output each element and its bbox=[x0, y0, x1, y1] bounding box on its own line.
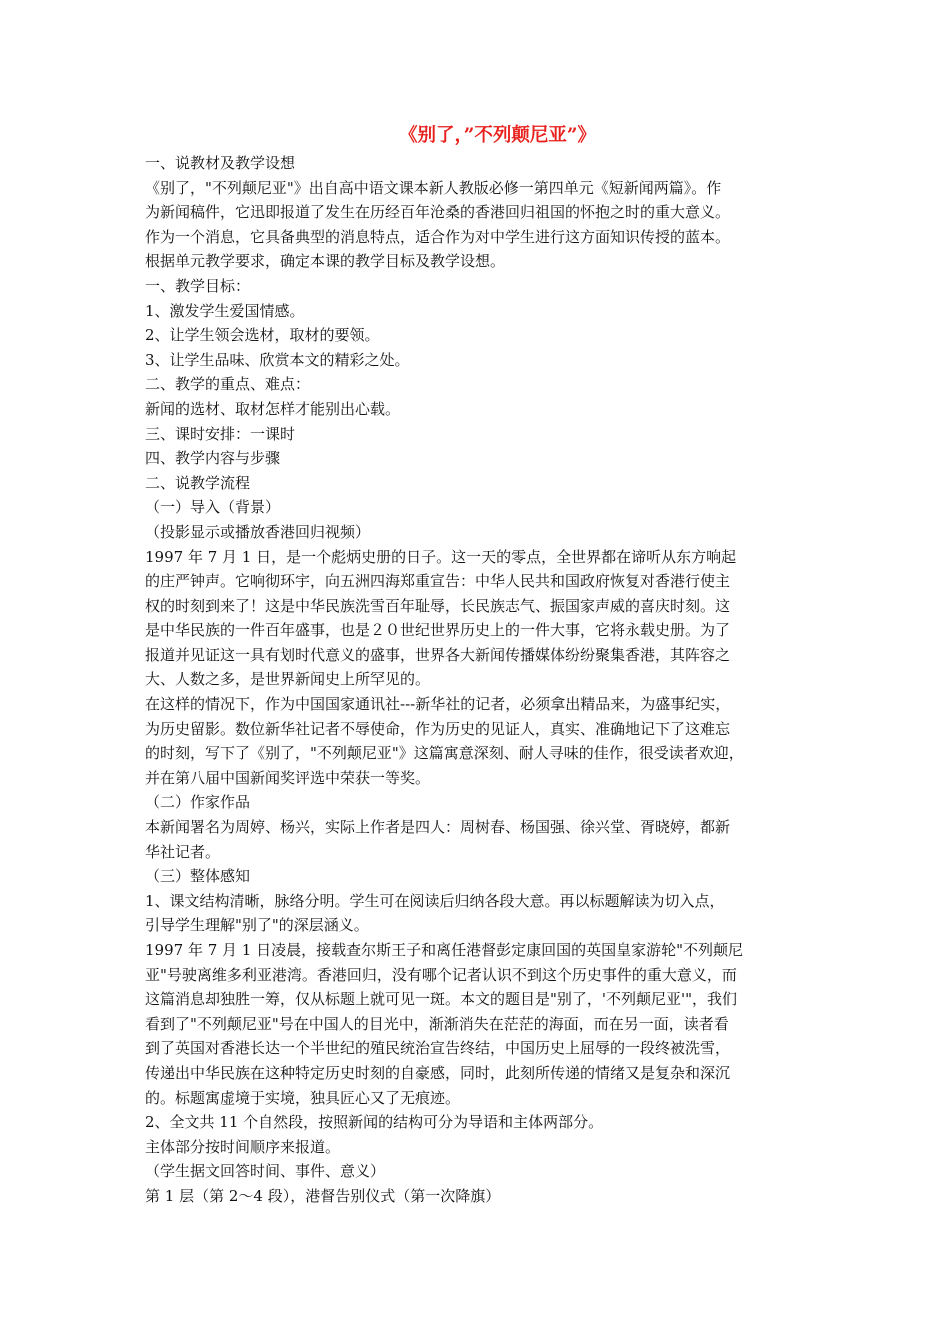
text-line: 看到了"不列颠尼亚"号在中国人的目光中，渐渐消失在茫茫的海面，而在另一面，读者看 bbox=[145, 1014, 729, 1033]
text-line: 一、教学目标： bbox=[145, 276, 251, 295]
text-line: 二、说教学流程 bbox=[145, 473, 251, 492]
text-line: 这篇消息却独胜一筹，仅从标题上就可见一斑。本文的题目是"别了，'不列颠尼亚'"，我们 bbox=[145, 990, 738, 1009]
text-line: 为新闻稿件，它迅即报道了发生在历经百年沧桑的香港回归祖国的怀抱之时的重大意义。 bbox=[145, 203, 731, 222]
text-line: 华社记者。 bbox=[145, 842, 221, 861]
text-line: 并在第八届中国新闻奖评选中荣获一等奖。 bbox=[145, 768, 431, 787]
text-line: 1997 年 7 月 1 日，是一个彪炳史册的日子。这一天的零点，全世界都在谛听从东方响起 bbox=[145, 547, 737, 566]
text-line: 根据单元教学要求，确定本课的教学目标及教学设想。 bbox=[145, 252, 506, 271]
text-line: 三、课时安排：一课时 bbox=[145, 424, 296, 443]
text-line: 为历史留影。数位新华社记者不辱使命，作为历史的见证人，真实、准确地记下了这难忘 bbox=[145, 719, 731, 738]
text-line: 本新闻署名为周婷、杨兴，实际上作者是四人：周树春、杨国强、徐兴堂、胥晓婷，都新 bbox=[145, 818, 731, 837]
text-line: （一）导入（背景） bbox=[145, 498, 281, 517]
text-line: 的。标题寓虚境于实境，独具匠心又了无痕迹。 bbox=[145, 1088, 461, 1107]
text-line: （二）作家作品 bbox=[145, 793, 251, 812]
text-line: 3、让学生品味、欣赏本文的精彩之处。 bbox=[145, 350, 410, 369]
text-line: 在这样的情况下，作为中国国家通讯社---新华社的记者，必须拿出精品来，为盛事纪实， bbox=[145, 695, 731, 714]
text-line: 1、课文结构清晰，脉络分明。学生可在阅读后归纳各段大意。再以标题解读为切入点， bbox=[145, 891, 725, 910]
text-line: 二、教学的重点、难点： bbox=[145, 375, 311, 394]
text-line: 的时刻，写下了《别了，"不列颠尼亚"》这篇寓意深刻、耐人寻味的佳作，很受读者欢迎， bbox=[145, 744, 744, 763]
text-line: （投影显示或播放香港回归视频） bbox=[145, 522, 371, 541]
text-line: 1、激发学生爱国情感。 bbox=[145, 301, 305, 320]
text-line: 2、让学生领会选材，取材的要领。 bbox=[145, 326, 380, 345]
text-line: 《别了，"不列颠尼亚"》出自高中语文课本新人教版必修一第四单元《短新闻两篇》。作 bbox=[145, 178, 722, 197]
text-line: 亚"号驶离维多利亚港湾。香港回归，没有哪个记者认识不到这个历史事件的重大意义，而 bbox=[145, 965, 737, 984]
document-body bbox=[145, 151, 820, 1209]
text-line: 新闻的选材、取材怎样才能别出心载。 bbox=[145, 399, 401, 418]
document-page bbox=[145, 121, 820, 1209]
text-line: 报道并见证这一具有划时代意义的盛事，世界各大新闻传播媒体纷纷聚集香港，其阵容之 bbox=[145, 645, 731, 664]
text-line: 是中华民族的一件百年盛事，也是２０世纪世界历史上的一件大事，它将永载史册。为了 bbox=[145, 621, 731, 640]
text-line: 的庄严钟声。它响彻环宇，向五洲四海郑重宣告：中华人民共和国政府恢复对香港行使主 bbox=[145, 572, 731, 591]
text-line: 第 1 层（第 2～4 段），港督告别仪式（第一次降旗） bbox=[145, 1186, 501, 1205]
text-line: 到了英国对香港长达一个半世纪的殖民统治宣告终结，中国历史上屈辱的一段终被洗雪， bbox=[145, 1039, 731, 1058]
text-line: （学生据文回答时间、事件、意义） bbox=[145, 1162, 386, 1181]
text-line: 2、全文共 11 个自然段，按照新闻的结构可分为导语和主体两部分。 bbox=[145, 1113, 604, 1132]
text-line: 一、说教材及教学设想 bbox=[145, 154, 296, 172]
text-line: （三）整体感知 bbox=[145, 867, 251, 886]
text-line: 引导学生理解"别了"的深层涵义。 bbox=[145, 916, 369, 935]
text-line: 四、教学内容与步骤 bbox=[145, 449, 281, 468]
text-line: 作为一个消息，它具备典型的消息特点，适合作为对中学生进行这方面知识传授的蓝本。 bbox=[145, 227, 731, 246]
text-line: 大、人数之多，是世界新闻史上所罕见的。 bbox=[145, 670, 431, 689]
text-line: 传递出中华民族在这种特定历史时刻的自豪感，同时，此刻所传递的情绪又是复杂和深沉 bbox=[145, 1063, 731, 1082]
text-line: 权的时刻到来了！这是中华民族洗雪百年耻辱，长民族志气、振国家声威的喜庆时刻。这 bbox=[145, 596, 731, 615]
text-line: 主体部分按时间顺序来报道。 bbox=[145, 1137, 341, 1156]
text-line: 1997 年 7 月 1 日凌晨，接载查尔斯王子和离任港督彭定康回国的英国皇家游轮"不列颠尼 bbox=[145, 941, 744, 959]
document-title: 《别了，”不列颠尼亚”》 bbox=[398, 125, 597, 146]
